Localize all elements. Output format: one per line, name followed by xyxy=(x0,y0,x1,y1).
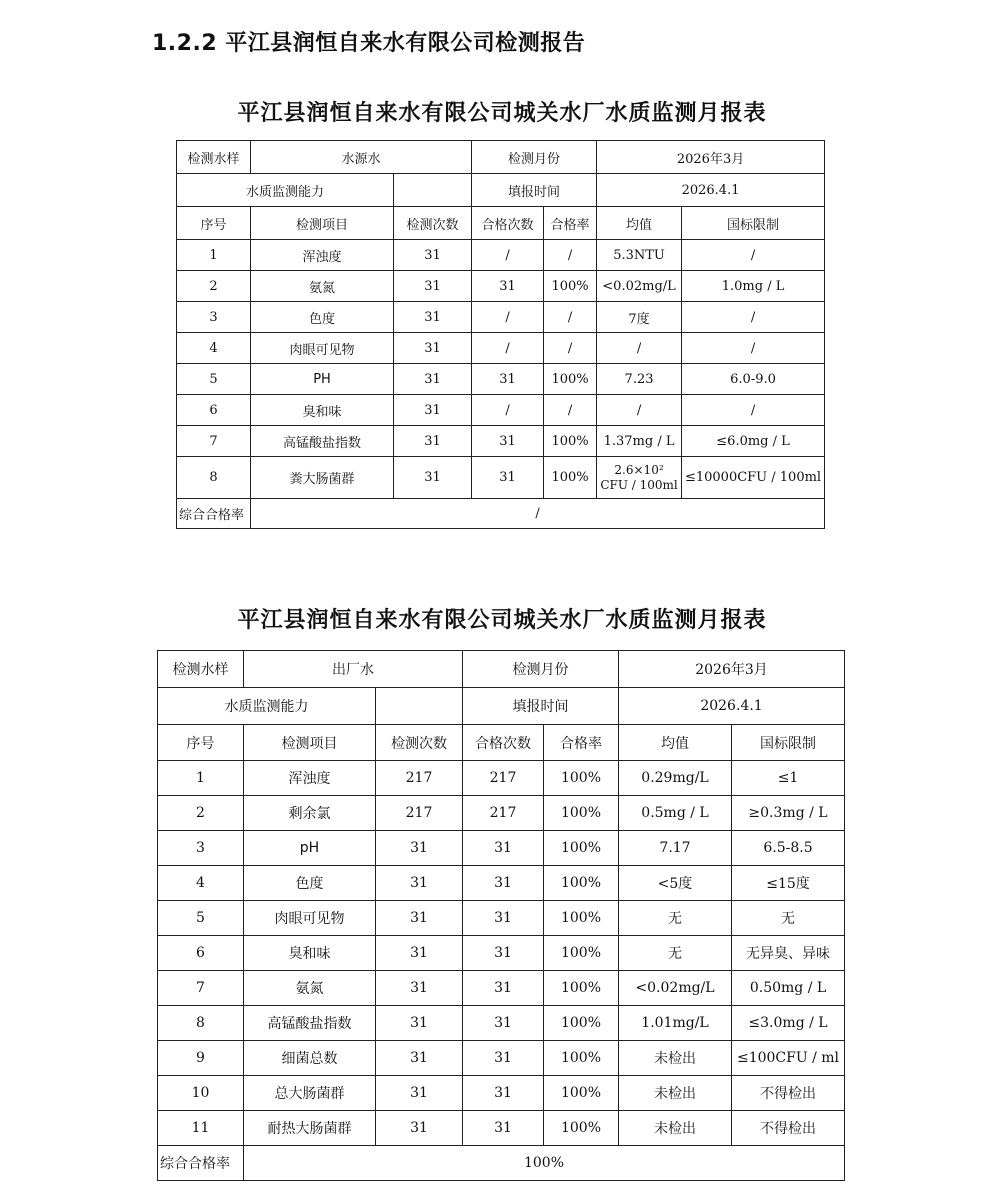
table-cell: PH xyxy=(251,364,394,395)
table-cell: 100% xyxy=(544,1076,619,1111)
table-row xyxy=(177,364,825,395)
table-cell: 7.17 xyxy=(619,831,732,866)
table-row xyxy=(158,936,845,971)
table-cell: 31 xyxy=(376,971,463,1006)
month-value: 2026年3月 xyxy=(597,141,825,174)
table-cell: 7度 xyxy=(597,302,682,333)
header-cell: 序号 xyxy=(158,725,244,761)
fill-time-label: 填报时间 xyxy=(472,174,597,207)
table-cell: / xyxy=(597,333,682,364)
table-row xyxy=(158,1111,845,1146)
table-cell: ≤100CFU / ml xyxy=(732,1041,845,1076)
table-cell: / xyxy=(544,302,597,333)
header-cell: 国标限制 xyxy=(732,725,845,761)
table-cell: 31 xyxy=(394,395,472,426)
capability-value xyxy=(376,688,463,725)
table-cell: 1 xyxy=(177,240,251,271)
table-cell: 31 xyxy=(472,426,544,457)
table-cell: ≤1 xyxy=(732,761,845,796)
table-cell: 31 xyxy=(394,364,472,395)
sample-value: 出厂水 xyxy=(244,651,463,688)
table-cell: 细菌总数 xyxy=(244,1041,376,1076)
table-cell: / xyxy=(472,302,544,333)
table-cell: 臭和味 xyxy=(251,395,394,426)
table-cell: 100% xyxy=(544,831,619,866)
table-row xyxy=(177,271,825,302)
table-cell: 31 xyxy=(463,1111,544,1146)
table-cell: 5.3NTU xyxy=(597,240,682,271)
table-cell: 1.01mg/L xyxy=(619,1006,732,1041)
table-row xyxy=(158,866,845,901)
table-cell: 31 xyxy=(376,1076,463,1111)
table-cell: / xyxy=(472,333,544,364)
table-cell: 31 xyxy=(463,1041,544,1076)
table-cell: 2 xyxy=(158,796,244,831)
table-cell: 31 xyxy=(394,426,472,457)
table-cell: 色度 xyxy=(251,302,394,333)
table-cell: 肉眼可见物 xyxy=(251,333,394,364)
info-row xyxy=(177,141,825,174)
table-cell: / xyxy=(472,395,544,426)
table-cell: 100% xyxy=(544,866,619,901)
table-cell: 不得检出 xyxy=(732,1076,845,1111)
table-cell: 7.23 xyxy=(597,364,682,395)
capability-label: 水质监测能力 xyxy=(158,688,376,725)
table-cell: ≤10000CFU / 100ml xyxy=(682,457,825,499)
overall-row xyxy=(158,1146,845,1181)
table-row xyxy=(158,1006,845,1041)
month-label: 检测月份 xyxy=(472,141,597,174)
table-cell: ≥0.3mg / L xyxy=(732,796,845,831)
table-cell: / xyxy=(597,395,682,426)
table-cell: 31 xyxy=(472,271,544,302)
table-cell: 无 xyxy=(732,901,845,936)
overall-label: 综合合格率 xyxy=(177,499,251,529)
table-cell: 8 xyxy=(177,457,251,499)
table-cell: 浑浊度 xyxy=(244,761,376,796)
table-row xyxy=(158,1076,845,1111)
header-cell: 检测项目 xyxy=(244,725,376,761)
overall-label: 综合合格率 xyxy=(158,1146,244,1181)
table-cell: 31 xyxy=(376,901,463,936)
header-cell: 合格次数 xyxy=(472,207,544,240)
table-cell: 31 xyxy=(376,1111,463,1146)
overall-value: / xyxy=(251,499,825,529)
table-row xyxy=(177,333,825,364)
table-cell: 217 xyxy=(376,796,463,831)
overall-row xyxy=(177,499,825,529)
table-cell: 耐热大肠菌群 xyxy=(244,1111,376,1146)
table-cell: 31 xyxy=(394,333,472,364)
table-cell: 浑浊度 xyxy=(251,240,394,271)
header-row xyxy=(177,207,825,240)
table-cell: 4 xyxy=(177,333,251,364)
table-cell: ≤6.0mg / L xyxy=(682,426,825,457)
table-cell: 2.6×10² CFU / 100ml xyxy=(597,457,682,499)
header-cell: 检测项目 xyxy=(251,207,394,240)
table-cell: / xyxy=(682,302,825,333)
table-cell: / xyxy=(544,395,597,426)
table-cell: 5 xyxy=(177,364,251,395)
sample-label: 检测水样 xyxy=(177,141,251,174)
sample-label: 检测水样 xyxy=(158,651,244,688)
table-cell: 氨氮 xyxy=(251,271,394,302)
overall-value: 100% xyxy=(244,1146,845,1181)
table-cell: 10 xyxy=(158,1076,244,1111)
table-cell: <0.02mg/L xyxy=(619,971,732,1006)
table-cell: / xyxy=(682,395,825,426)
header-cell: 合格率 xyxy=(544,725,619,761)
table-cell: 0.50mg / L xyxy=(732,971,845,1006)
table-cell: 31 xyxy=(394,302,472,333)
table-cell: 100% xyxy=(544,971,619,1006)
header-cell: 合格次数 xyxy=(463,725,544,761)
table-cell: 高锰酸盐指数 xyxy=(244,1006,376,1041)
table-cell: <0.02mg/L xyxy=(597,271,682,302)
table-cell: / xyxy=(682,333,825,364)
fill-time-value: 2026.4.1 xyxy=(619,688,845,725)
table-cell: 31 xyxy=(472,457,544,499)
table-row xyxy=(177,457,825,499)
table-cell: 31 xyxy=(376,1006,463,1041)
table-cell: ≤3.0mg / L xyxy=(732,1006,845,1041)
table-cell: 7 xyxy=(158,971,244,1006)
raw-water-report-table xyxy=(176,140,825,529)
section-heading: 1.2.2 平江县润恒自来水有限公司检测报告 xyxy=(152,31,586,56)
table-cell: 31 xyxy=(463,831,544,866)
report-title-raw-water: 平江县润恒自来水有限公司城关水厂水质监测月报表 xyxy=(237,100,767,126)
table-row xyxy=(177,240,825,271)
table-cell: 31 xyxy=(463,971,544,1006)
header-cell: 合格率 xyxy=(544,207,597,240)
table-cell: 31 xyxy=(376,831,463,866)
table-cell: 高锰酸盐指数 xyxy=(251,426,394,457)
table-cell: 100% xyxy=(544,457,597,499)
table-cell: 0.29mg/L xyxy=(619,761,732,796)
table-cell: 未检出 xyxy=(619,1041,732,1076)
table-cell: 100% xyxy=(544,901,619,936)
table-cell: 100% xyxy=(544,426,597,457)
table-cell: 不得检出 xyxy=(732,1111,845,1146)
table-cell: 5 xyxy=(158,901,244,936)
header-cell: 检测次数 xyxy=(394,207,472,240)
header-row xyxy=(158,725,845,761)
table-cell: <5度 xyxy=(619,866,732,901)
table-cell: 未检出 xyxy=(619,1111,732,1146)
table-cell: 31 xyxy=(394,457,472,499)
month-label: 检测月份 xyxy=(463,651,619,688)
table-cell: 31 xyxy=(463,901,544,936)
table-cell: 31 xyxy=(472,364,544,395)
table-cell: 100% xyxy=(544,1006,619,1041)
info-row xyxy=(177,174,825,207)
table-row xyxy=(158,901,845,936)
table-cell: / xyxy=(682,240,825,271)
table-cell: 氨氮 xyxy=(244,971,376,1006)
table-row xyxy=(158,831,845,866)
table-cell: 100% xyxy=(544,936,619,971)
table-cell: 31 xyxy=(463,1006,544,1041)
table-cell: 217 xyxy=(376,761,463,796)
table-row xyxy=(177,426,825,457)
info-row xyxy=(158,688,845,725)
table-cell: 31 xyxy=(376,936,463,971)
capability-value xyxy=(394,174,472,207)
header-cell: 均值 xyxy=(619,725,732,761)
capability-label: 水质监测能力 xyxy=(177,174,394,207)
table-cell: 6 xyxy=(177,395,251,426)
table-cell: 色度 xyxy=(244,866,376,901)
table-cell: 31 xyxy=(376,1041,463,1076)
table-cell: 100% xyxy=(544,271,597,302)
table-cell: 100% xyxy=(544,1041,619,1076)
month-value: 2026年3月 xyxy=(619,651,845,688)
header-cell: 国标限制 xyxy=(682,207,825,240)
table-cell: 3 xyxy=(158,831,244,866)
table-cell: 1.37mg / L xyxy=(597,426,682,457)
table-cell: 肉眼可见物 xyxy=(244,901,376,936)
table-row xyxy=(158,1041,845,1076)
table-cell: 6.0-9.0 xyxy=(682,364,825,395)
table-row xyxy=(177,302,825,333)
header-cell: 均值 xyxy=(597,207,682,240)
table-cell: 100% xyxy=(544,1111,619,1146)
table-cell: 2 xyxy=(177,271,251,302)
table-cell: 1 xyxy=(158,761,244,796)
table-cell: 217 xyxy=(463,761,544,796)
table-cell: 4 xyxy=(158,866,244,901)
table-cell: 1.0mg / L xyxy=(682,271,825,302)
table-cell: 总大肠菌群 xyxy=(244,1076,376,1111)
table-row xyxy=(158,971,845,1006)
table-cell: / xyxy=(472,240,544,271)
table-cell: 100% xyxy=(544,364,597,395)
report-title-finished-water: 平江县润恒自来水有限公司城关水厂水质监测月报表 xyxy=(237,607,767,633)
table-cell: pH xyxy=(244,831,376,866)
table-cell: 217 xyxy=(463,796,544,831)
table-cell: 31 xyxy=(463,866,544,901)
table-cell: 无 xyxy=(619,901,732,936)
table-cell: 无异臭、异味 xyxy=(732,936,845,971)
table-cell: 11 xyxy=(158,1111,244,1146)
table-cell: 剩余氯 xyxy=(244,796,376,831)
fill-time-label: 填报时间 xyxy=(463,688,619,725)
table-row xyxy=(158,761,845,796)
finished-water-report-table xyxy=(157,650,845,1181)
table-cell: 31 xyxy=(463,936,544,971)
header-cell: 序号 xyxy=(177,207,251,240)
table-cell: 100% xyxy=(544,761,619,796)
header-cell: 检测次数 xyxy=(376,725,463,761)
table-cell: 6 xyxy=(158,936,244,971)
table-cell: 8 xyxy=(158,1006,244,1041)
table-cell: 未检出 xyxy=(619,1076,732,1111)
table-cell: / xyxy=(544,240,597,271)
table-row xyxy=(177,395,825,426)
table-cell: 7 xyxy=(177,426,251,457)
table-cell: 31 xyxy=(463,1076,544,1111)
table-cell: 臭和味 xyxy=(244,936,376,971)
table-cell: 31 xyxy=(376,866,463,901)
info-row xyxy=(158,651,845,688)
table-cell: ≤15度 xyxy=(732,866,845,901)
table-cell: 无 xyxy=(619,936,732,971)
table-row xyxy=(158,796,845,831)
table-cell: 100% xyxy=(544,796,619,831)
table-cell: 6.5-8.5 xyxy=(732,831,845,866)
table-cell: / xyxy=(544,333,597,364)
table-cell: 3 xyxy=(177,302,251,333)
fill-time-value: 2026.4.1 xyxy=(597,174,825,207)
table-cell: 0.5mg / L xyxy=(619,796,732,831)
sample-value: 水源水 xyxy=(251,141,472,174)
table-cell: 9 xyxy=(158,1041,244,1076)
table-cell: 31 xyxy=(394,271,472,302)
table-cell: 粪大肠菌群 xyxy=(251,457,394,499)
table-cell: 31 xyxy=(394,240,472,271)
